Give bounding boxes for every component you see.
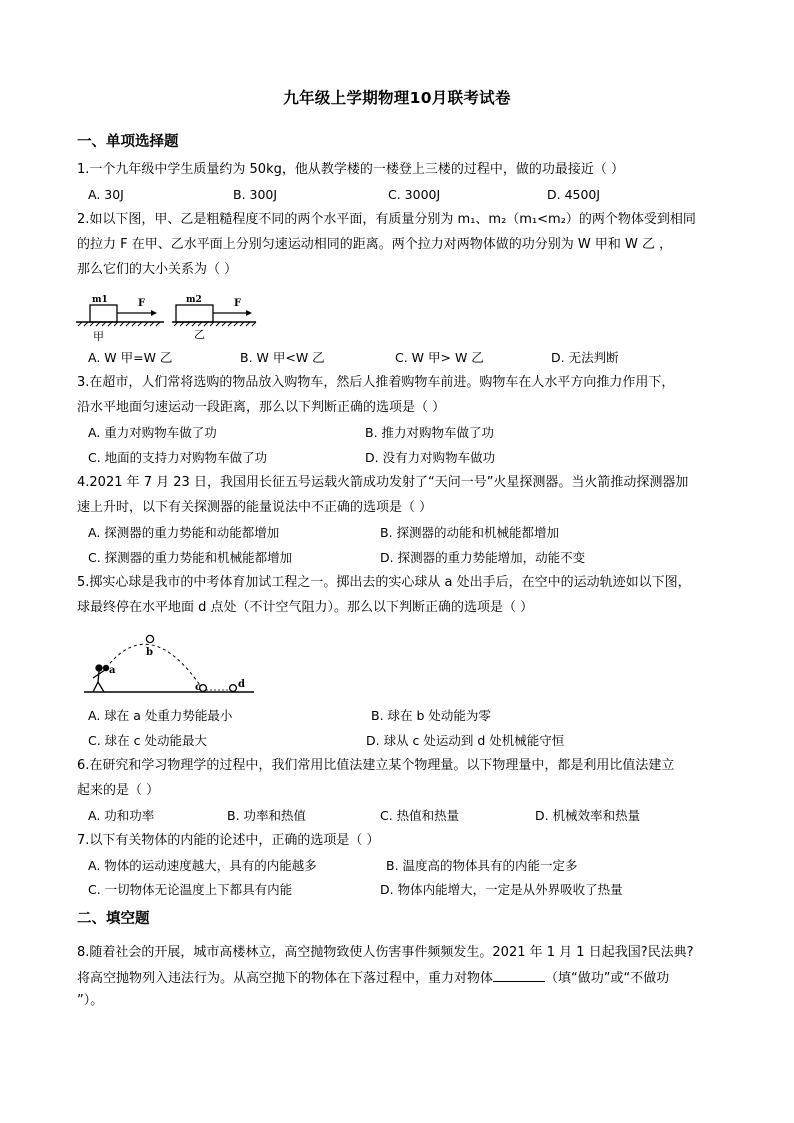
ball-d <box>230 685 237 692</box>
q1-option-b: B. 300J <box>233 187 278 202</box>
label-d: d <box>238 679 245 690</box>
q4-option-a: A. 探测器的重力势能和动能都增加 <box>88 525 280 540</box>
q1-option-d: D. 4500J <box>547 187 601 202</box>
q7-option-a: A. 物体的运动速度越大，具有的内能越多 <box>88 858 317 873</box>
label-a: a <box>109 665 116 676</box>
label-yi: 乙 <box>194 328 205 341</box>
question-2-text-line-1: 2.如以下图，甲、乙是粗糙程度不同的两个水平面，有质量分别为 m₁、m₂（m₁<m₂）的两个物体受到相同 <box>77 212 696 227</box>
q6-option-b: B. 功率和热值 <box>227 808 307 823</box>
q4-option-d: D. 探测器的重力势能增加，动能不变 <box>380 550 586 565</box>
question-1-text: 1.一个九年级中学生质量约为 50kg，他从教学楼的一楼登上三楼的过程中，做的功最接近（ ） <box>77 162 624 177</box>
q3-option-a: A. 重力对购物车做了功 <box>88 425 217 440</box>
q3-option-b: B. 推力对购物车做了功 <box>365 425 495 440</box>
q7-option-c: C. 一切物体无论温度上下都具有内能 <box>88 882 293 897</box>
question-6-text-line-2: 起来的是（ ） <box>77 783 160 798</box>
question-8-text-line-2-start: 将高空抛物列入违法行为。从高空抛下的物体在下落过程中，重力对物体 <box>77 971 494 986</box>
page-title: 九年级上学期物理10月联考试卷 <box>283 89 511 107</box>
section-heading-single-choice: 一、单项选择题 <box>77 134 179 150</box>
question-8-text-line-3: ”）。 <box>77 993 104 1008</box>
q6-option-a: A. 功和功率 <box>88 808 155 823</box>
q6-option-d: D. 机械效率和热量 <box>535 808 641 823</box>
label-jia: 甲 <box>93 330 104 342</box>
question-5-text-line-2: 球最终停在水平地面 d 点处（不计空气阻力）。那么以下判断正确的选项是（ ） <box>77 600 534 615</box>
friction-surfaces-figure <box>76 290 266 342</box>
question-2-text-line-2: 的拉力 F 在甲、乙水平面上分别匀速运动相同的距离。两个拉力对两物体做的功分别为 W 甲和 W 乙 ， <box>77 237 673 252</box>
q1-option-c: C. 3000J <box>388 187 441 202</box>
q4-option-c: C. 探测器的重力势能和机械能都增加 <box>88 550 293 565</box>
q6-option-c: C. 热值和热量 <box>380 808 460 823</box>
q7-option-b: B. 温度高的物体具有的内能一定多 <box>386 858 578 873</box>
ball-b <box>146 635 153 642</box>
label-m1: m1 <box>92 295 108 305</box>
q4-option-b: B. 探测器的动能和机械能都增加 <box>380 525 560 540</box>
question-2-text-line-3: 那么它们的大小关系为（ ） <box>77 262 238 277</box>
q2-option-d: D. 无法判断 <box>551 350 619 365</box>
trajectory-arc <box>106 644 202 688</box>
section-heading-fill-blank: 二、填空题 <box>77 911 150 927</box>
label-m2: m2 <box>186 295 202 305</box>
q1-option-a: A. 30J <box>88 187 124 202</box>
q5-option-b: B. 球在 b 处动能为零 <box>371 708 491 723</box>
q3-option-c: C. 地面的支持力对购物车做了功 <box>88 450 268 465</box>
q2-option-b: B. W 甲<W 乙 <box>240 350 325 365</box>
answer-blank[interactable] <box>493 969 545 982</box>
question-4-text-line-2: 速上升时，以下有关探测器的能量说法中不正确的选项是（ ） <box>77 500 433 515</box>
q2-option-c: C. W 甲> W 乙 <box>395 350 484 365</box>
q2-option-a: A. W 甲=W 乙 <box>88 350 173 365</box>
question-7-text: 7.以下有关物体的内能的论述中，正确的选项是（ ） <box>77 833 380 848</box>
q7-option-d: D. 物体内能增大，一定是从外界吸收了热量 <box>380 882 623 897</box>
label-b: b <box>146 647 153 658</box>
label-f-1: F <box>138 298 146 309</box>
q5-option-a: A. 球在 a 处重力势能最小 <box>88 708 233 723</box>
question-3-text-line-1: 3.在超市，人们常将选购的物品放入购物车，然后人推着购物车前进。购物车在人水平方向推力作用下， <box>77 375 675 390</box>
question-8-text-line-2 <box>77 969 727 988</box>
q5-option-d: D. 球从 c 处运动到 d 处机械能守恒 <box>366 733 565 748</box>
shot-put-trajectory-figure <box>84 628 254 698</box>
question-6-text-line-1: 6.在研究和学习物理学的过程中，我们常用比值法建立某个物理量。以下物理量中，都是利用比值法建立 <box>77 758 675 773</box>
question-8-text-line-2-end: （填“做功”或“不做功 <box>545 971 670 986</box>
label-f-2: F <box>234 298 242 309</box>
label-c: c <box>195 682 202 693</box>
q5-option-c: C. 球在 c 处动能最大 <box>88 733 207 748</box>
question-8-text-line-1: 8.随着社会的开展，城市高楼林立，高空抛物致使人伤害事件频频发生。2021 年 1 月 1 日起我国?民法典? <box>77 945 694 960</box>
question-3-text-line-2: 沿水平地面匀速运动一段距离，那么以下判断正确的选项是（ ） <box>77 400 446 415</box>
question-5-text-line-1: 5.掷实心球是我市的中考体育加试工程之一。掷出去的实心球从 a 处出手后，在空中的运动轨迹如以下图， <box>77 575 691 590</box>
question-4-text-line-1: 4.2021 年 7 月 23 日，我国用长征五号运载火箭成功发射了“天问一号”火星探测器。当火箭推动探测器加 <box>77 475 689 490</box>
q3-option-d: D. 没有力对购物车做功 <box>365 450 496 465</box>
block-m1 <box>90 305 117 322</box>
block-m2 <box>176 305 213 322</box>
